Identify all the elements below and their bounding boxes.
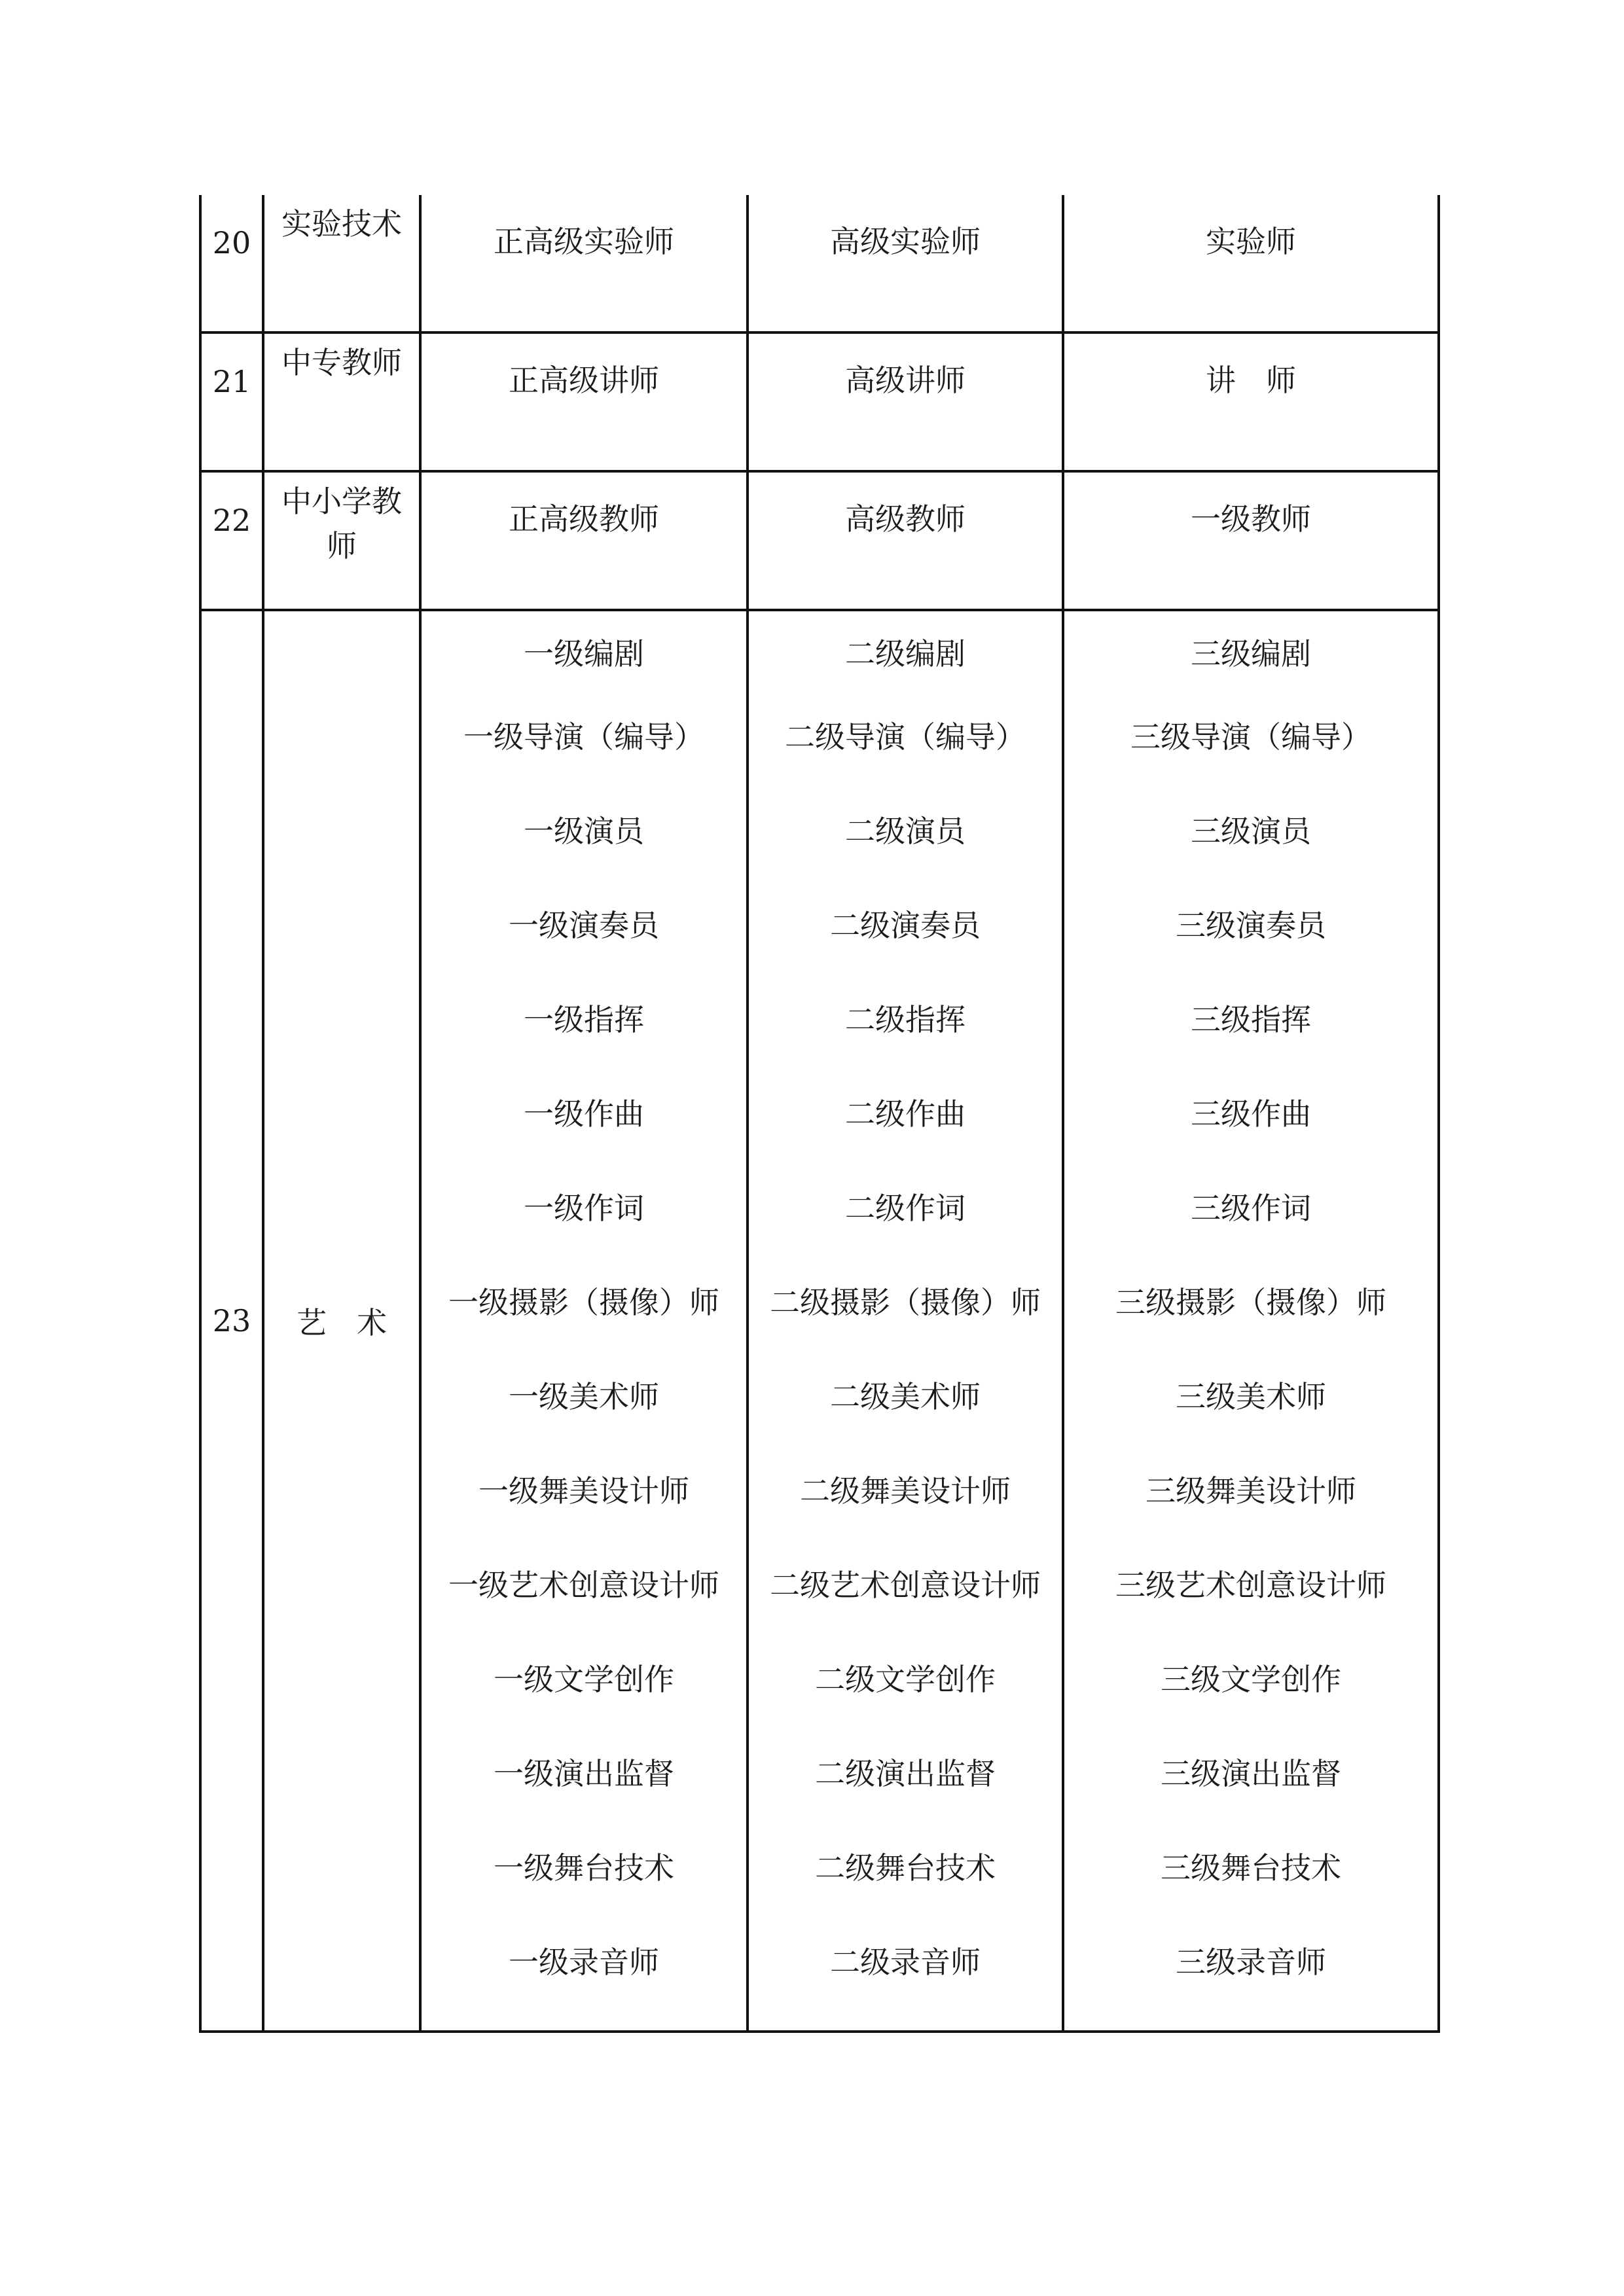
category-cell: 中专教师 bbox=[263, 332, 420, 471]
list-item: 一级导演（编导） bbox=[463, 719, 704, 755]
list-item: 一级演员 bbox=[524, 814, 644, 849]
table-row-art bbox=[200, 610, 1439, 2032]
row-number: 23 bbox=[200, 610, 263, 2032]
list-item: 二级编剧 bbox=[845, 636, 965, 672]
table-row bbox=[200, 471, 1439, 610]
senior-title-list bbox=[422, 611, 746, 2009]
deputy-senior-title-cell: 高级讲师 bbox=[748, 332, 1063, 471]
list-item: 三级美术师 bbox=[1176, 1379, 1326, 1414]
category-cell: 实验技术 bbox=[263, 195, 420, 332]
deputy-senior-title-list-cell bbox=[748, 610, 1063, 2032]
list-item: 一级作词 bbox=[524, 1191, 644, 1226]
table-row bbox=[200, 332, 1439, 471]
senior-title-cell: 正高级教师 bbox=[420, 471, 748, 610]
list-item: 三级演员 bbox=[1191, 814, 1311, 849]
deputy-senior-title-cell: 高级教师 bbox=[748, 471, 1063, 610]
intermediate-title-cell: 讲 师 bbox=[1063, 332, 1439, 471]
list-item: 三级导演（编导） bbox=[1130, 719, 1371, 755]
row-number: 21 bbox=[200, 332, 263, 471]
list-item: 三级摄影（摄像）师 bbox=[1115, 1285, 1386, 1320]
list-item: 一级美术师 bbox=[509, 1379, 659, 1414]
list-item: 三级演奏员 bbox=[1176, 908, 1326, 943]
category-cell: 艺 术 bbox=[263, 610, 420, 2032]
row-number: 20 bbox=[200, 195, 263, 332]
professional-titles-table bbox=[199, 195, 1440, 2033]
list-item: 二级舞台技术 bbox=[815, 1850, 996, 1886]
list-item: 三级舞美设计师 bbox=[1146, 1473, 1356, 1509]
list-item: 二级录音师 bbox=[830, 1945, 981, 1980]
list-item: 二级美术师 bbox=[830, 1379, 981, 1414]
list-item: 一级作曲 bbox=[524, 1096, 644, 1132]
list-item: 二级导演（编导） bbox=[785, 719, 1026, 755]
category-cell: 中小学教师 bbox=[263, 471, 420, 610]
intermediate-title-list bbox=[1064, 611, 1437, 2009]
list-item: 三级指挥 bbox=[1191, 1002, 1311, 1037]
intermediate-title-cell: 实验师 bbox=[1063, 195, 1439, 332]
list-item: 二级舞美设计师 bbox=[800, 1473, 1011, 1509]
list-item: 三级文学创作 bbox=[1161, 1662, 1341, 1697]
list-item: 二级作曲 bbox=[845, 1096, 965, 1132]
list-item: 一级录音师 bbox=[509, 1945, 659, 1980]
list-item: 三级演出监督 bbox=[1161, 1756, 1341, 1791]
list-item: 一级演奏员 bbox=[509, 908, 659, 943]
list-item: 二级文学创作 bbox=[815, 1662, 996, 1697]
list-item: 二级演出监督 bbox=[815, 1756, 996, 1791]
list-item: 三级作词 bbox=[1191, 1191, 1311, 1226]
senior-title-cell: 正高级讲师 bbox=[420, 332, 748, 471]
intermediate-title-list-cell bbox=[1063, 610, 1439, 2032]
deputy-senior-title-list bbox=[749, 611, 1062, 2009]
list-item: 三级录音师 bbox=[1176, 1945, 1326, 1980]
table-row bbox=[200, 195, 1439, 332]
list-item: 一级指挥 bbox=[524, 1002, 644, 1037]
list-item: 一级舞台技术 bbox=[494, 1850, 674, 1886]
list-item: 一级艺术创意设计师 bbox=[448, 1568, 719, 1603]
list-item: 二级艺术创意设计师 bbox=[770, 1568, 1041, 1603]
intermediate-title-cell: 一级教师 bbox=[1063, 471, 1439, 610]
list-item: 一级演出监督 bbox=[494, 1756, 674, 1791]
list-item: 二级演员 bbox=[845, 814, 965, 849]
list-item: 三级编剧 bbox=[1191, 636, 1311, 672]
senior-title-cell: 正高级实验师 bbox=[420, 195, 748, 332]
senior-title-list-cell bbox=[420, 610, 748, 2032]
list-item: 二级指挥 bbox=[845, 1002, 965, 1037]
list-item: 一级编剧 bbox=[524, 636, 644, 672]
list-item: 二级演奏员 bbox=[830, 908, 981, 943]
list-item: 三级作曲 bbox=[1191, 1096, 1311, 1132]
list-item: 二级摄影（摄像）师 bbox=[770, 1285, 1041, 1320]
list-item: 一级摄影（摄像）师 bbox=[448, 1285, 719, 1320]
list-item: 一级舞美设计师 bbox=[478, 1473, 689, 1509]
deputy-senior-title-cell: 高级实验师 bbox=[748, 195, 1063, 332]
list-item: 三级舞台技术 bbox=[1161, 1850, 1341, 1886]
list-item: 二级作词 bbox=[845, 1191, 965, 1226]
list-item: 一级文学创作 bbox=[494, 1662, 674, 1697]
row-number: 22 bbox=[200, 471, 263, 610]
list-item: 三级艺术创意设计师 bbox=[1115, 1568, 1386, 1603]
